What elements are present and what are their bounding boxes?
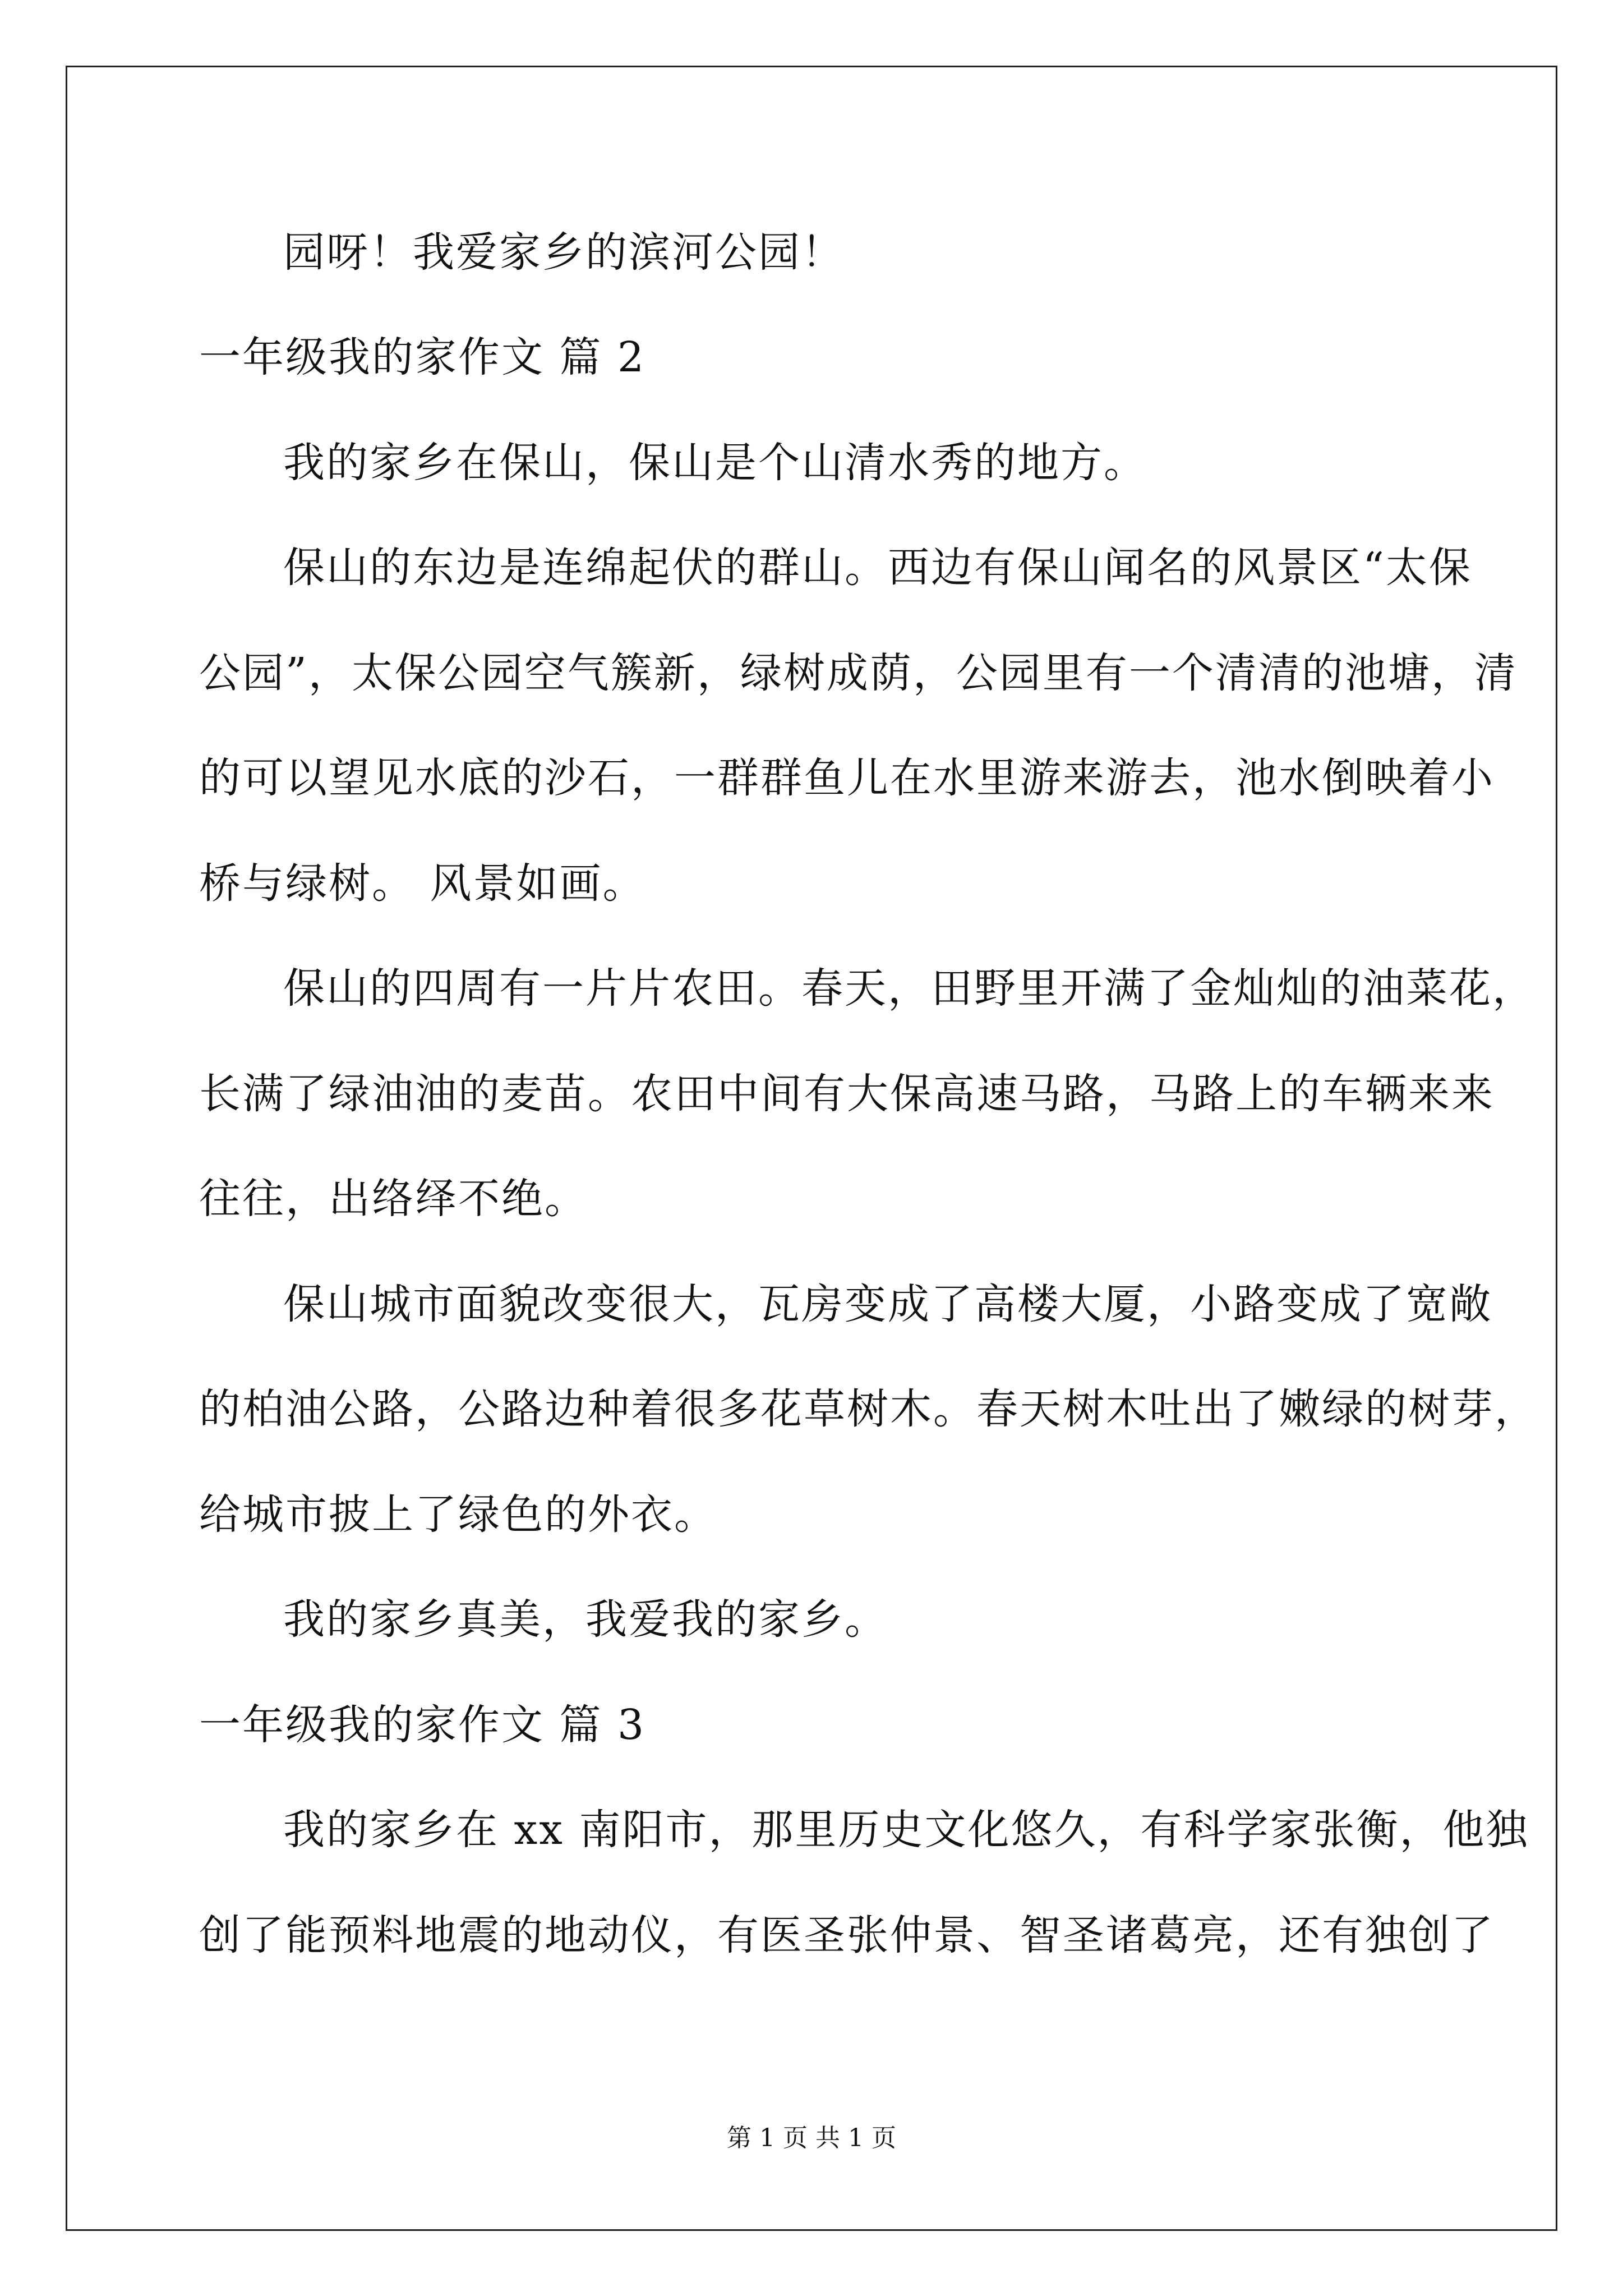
paragraph-line: 保山的东边是连绵起伏的群山。西边有保山闻名的风景区“太保 [283, 544, 1472, 592]
paragraph-line: 公园”，太保公园空气簇新，绿树成荫，公园里有一个清清的池塘，清 [199, 649, 1518, 697]
page-border [66, 66, 1557, 2231]
paragraph-line: 园呀！我爱家乡的滨河公园！ [283, 228, 845, 277]
section-heading: 一年级我的家作文 篇 2 [199, 333, 646, 381]
paragraph-line: 保山的四周有一片片农田。春天，田野里开满了金灿灿的油菜花， [283, 964, 1536, 1013]
paragraph-line: 的可以望见水底的沙石，一群群鱼儿在水里游来游去，池水倒映着小 [199, 754, 1495, 802]
paragraph-line: 桥与绿树。 风景如画。 [199, 859, 646, 908]
section-heading: 一年级我的家作文 篇 3 [199, 1701, 646, 1749]
page-footer: 第 1 页 共 1 页 [727, 2124, 896, 2152]
paragraph-line: 的柏油公路，公路边种着很多花草树木。春天树木吐出了嫩绿的树芽， [199, 1385, 1538, 1433]
paragraph-line: 长满了绿油油的麦苗。农田中间有大保高速马路，马路上的车辆来来 [199, 1070, 1495, 1118]
paragraph-line: 保山城市面貌改变很大，瓦房变成了高楼大厦，小路变成了宽敞 [283, 1280, 1492, 1328]
paragraph-line: 创了能预料地震的地动仪，有医圣张仲景、智圣诸葛亮，还有独创了 [199, 1911, 1495, 1959]
paragraph-line: 我的家乡真美，我爱我的家乡。 [283, 1595, 888, 1644]
paragraph-line: 往往，出络绎不绝。 [199, 1175, 588, 1223]
paragraph-line: 我的家乡在 xx 南阳市，那里历史文化悠久，有科学家张衡，他独 [283, 1806, 1529, 1854]
paragraph-line: 我的家乡在保山，保山是个山清水秀的地方。 [283, 439, 1147, 487]
paragraph-line: 给城市披上了绿色的外衣。 [199, 1490, 717, 1539]
